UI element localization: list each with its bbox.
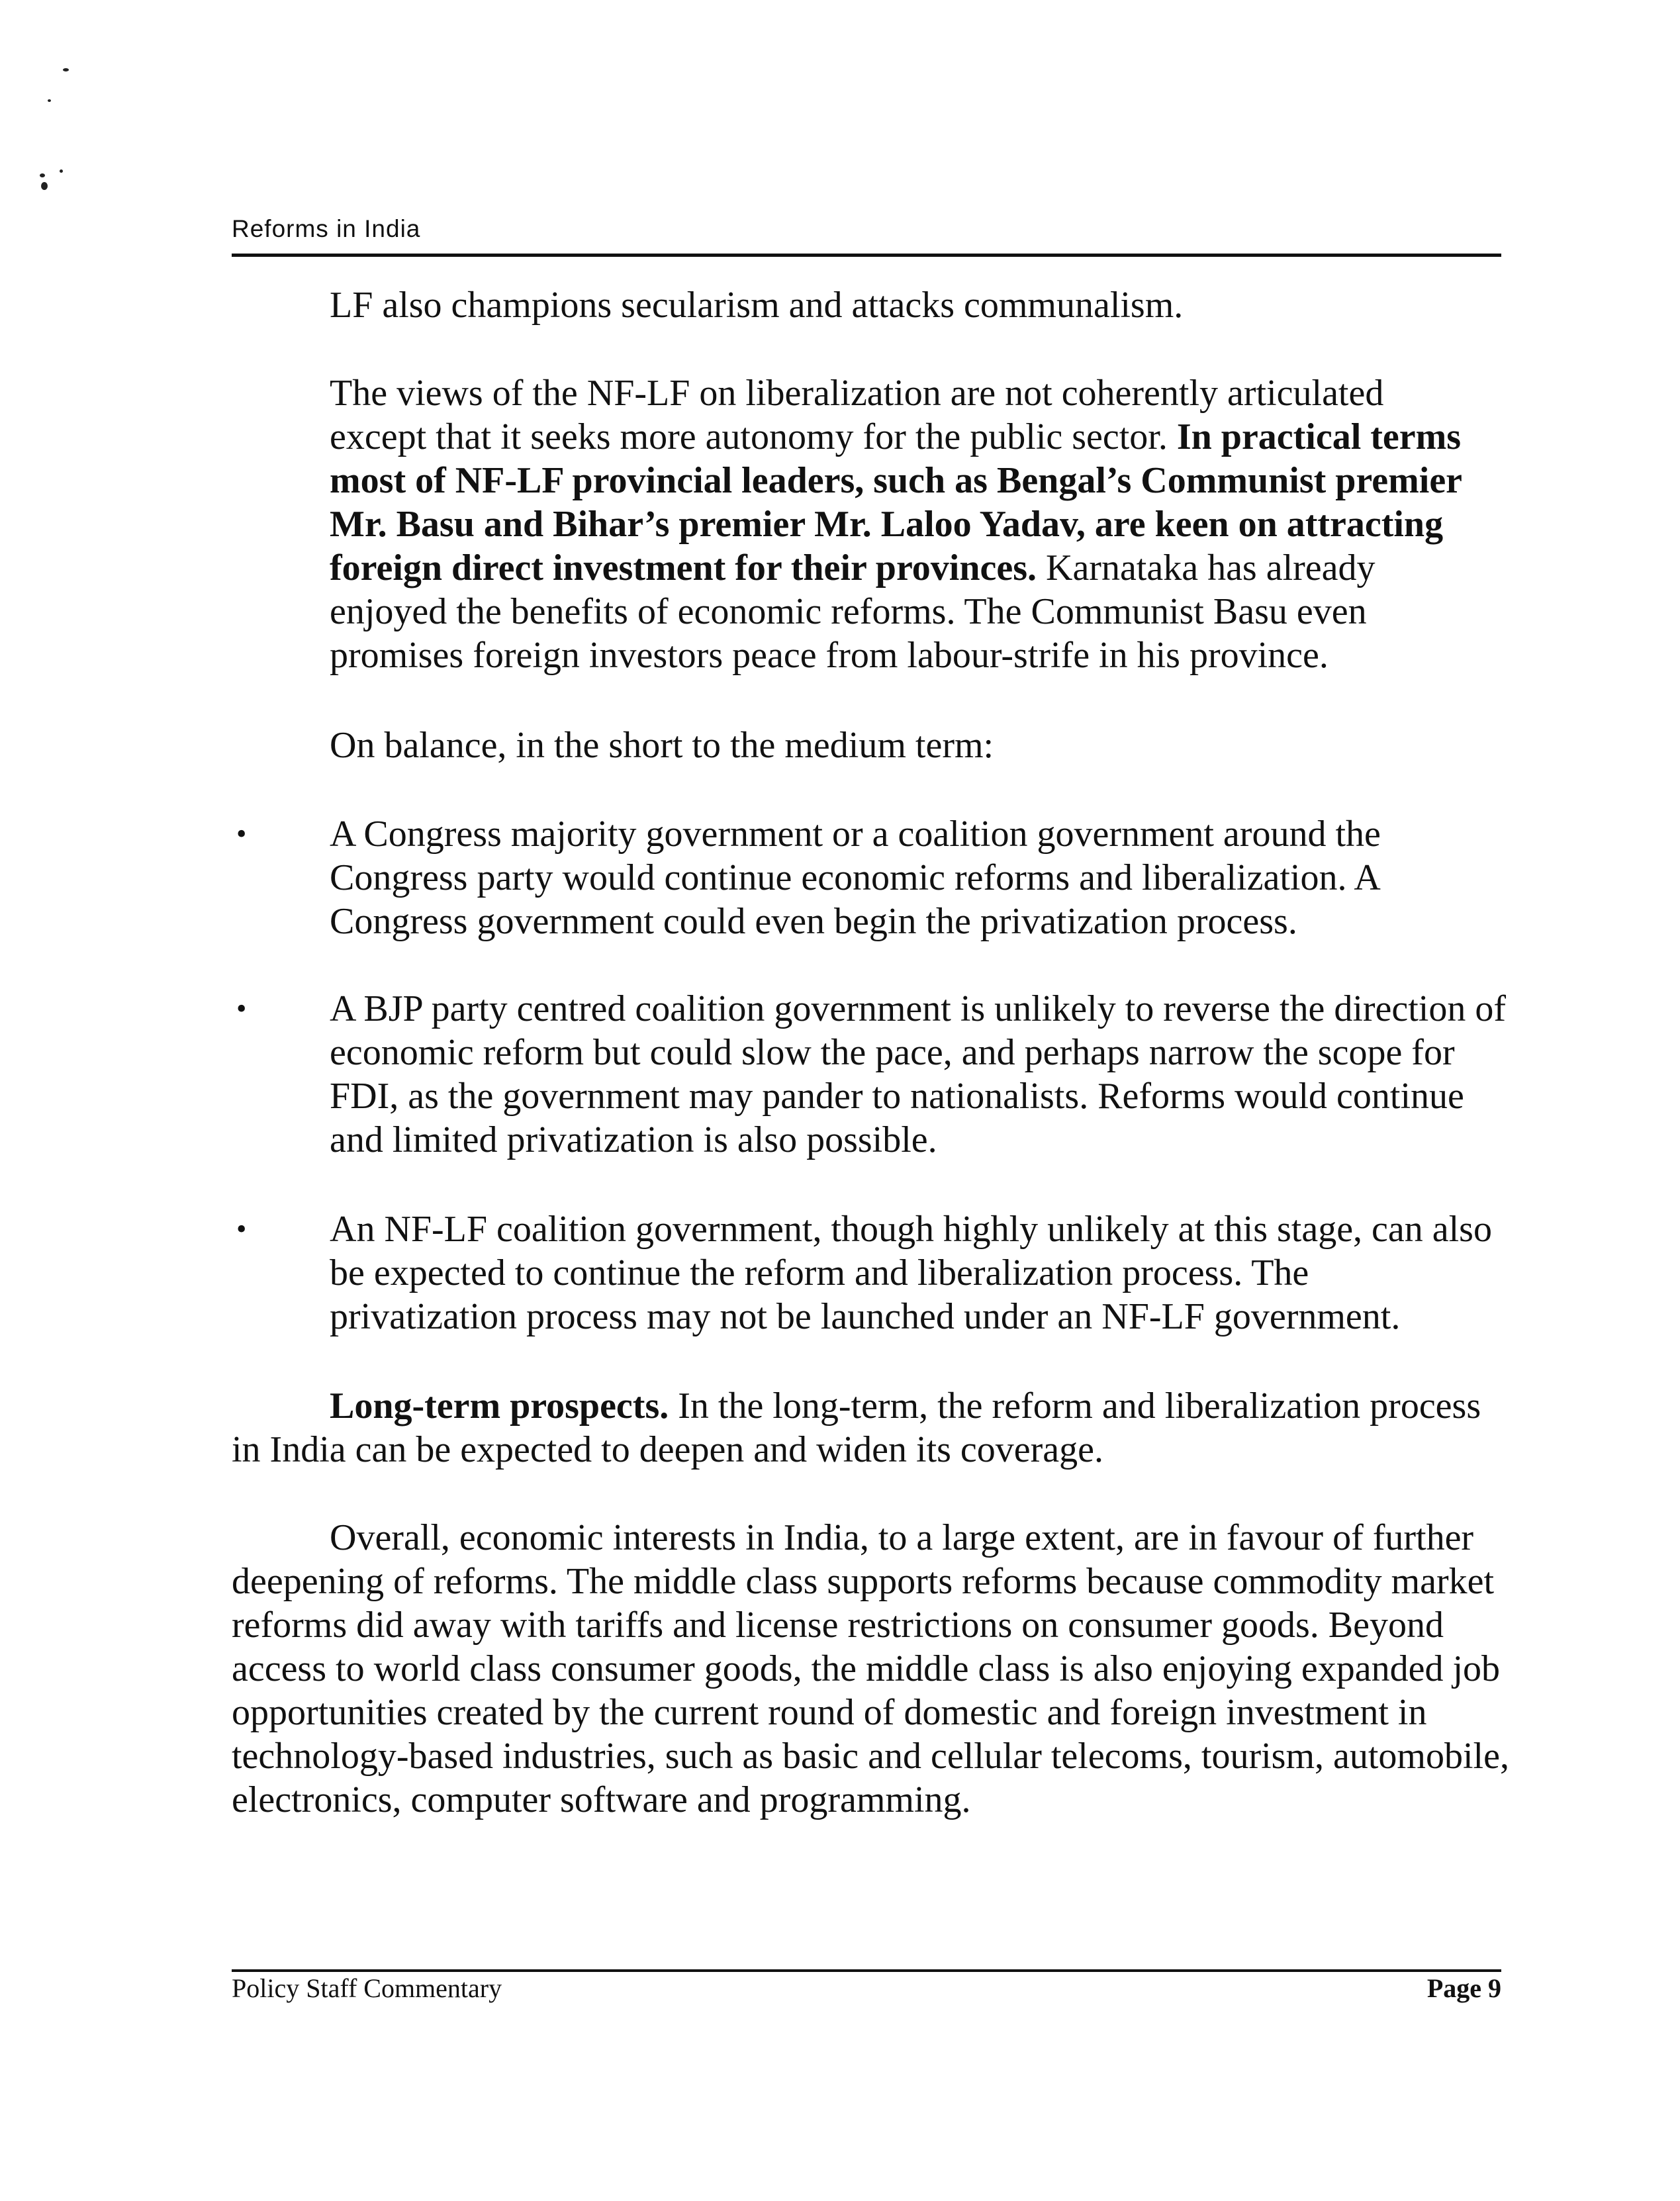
paragraph-nf-lf-views-intro: The views of the NF-LF on liberalization are not coherently articulated except that it seeks more autonomy for the public sector. [330,373,1384,457]
footer-rule [232,1969,1501,1972]
page-number: Page 9 [1426,1973,1501,2003]
bullet-nf-lf: An NF-LF coalition government, though highly unlikely at this stage, can also be expected to continue the reform and liberalization process. The privatization process may not be launched under an NF-LF government. [330,1209,1492,1337]
footer-publication: Policy Staff Commentary [232,1973,502,2003]
bullet-mark: • [236,818,247,850]
paragraph-nf-lf-views [330,371,1481,677]
scan-speck [41,182,48,190]
paragraph-on-balance: On balance, in the short to the medium term: [330,725,994,766]
long-term-text: In the long-term, the reform and liberalization process in India can be expected to deepen and widen its coverage. [232,1385,1481,1470]
paragraph-nf-lf-views-emphasis: In practical terms most of NF-LF provincial leaders, such as Bengal’s Communist premier Mr. Basu and Bihar’s premier Mr. Laloo Yadav, are keen on attracting foreign direct investment for their provinces. [330,416,1462,588]
paragraph-secularism: LF also champions secularism and attacks communalism. [330,285,1184,326]
bullet-congress: A Congress majority government or a coalition government around the Congress party would continue economic reforms and liberalization. A Congress government could even begin the privatization process. [330,814,1381,942]
bullet-mark: • [236,992,247,1025]
paragraph-long-term [232,1384,1489,1472]
scan-speck [40,173,45,177]
bullet-bjp: A BJP party centred coalition government is unlikely to reverse the direction of economic reform but could slow the pace, and perhaps narrow the scope for FDI, as the government may pander to nationalists. Reforms would continue and limited privatization is also possible. [330,988,1507,1160]
bullet-mark: • [236,1213,247,1245]
scan-speck [48,99,51,102]
scan-speck [60,169,63,173]
scan-speck [63,68,69,71]
paragraph-nf-lf-views-end: Karnataka has already enjoyed the benefits of economic reforms. The Communist Basu even promises foreign investors peace from labour-strife in his province. [330,547,1376,676]
long-term-heading: Long-term prospects. [330,1385,669,1427]
header-rule [232,254,1501,257]
running-header: Reforms in India [232,215,421,242]
paragraph-overall: Overall, economic interests in India, to a large extent, are in favour of further deepening of reforms. The middle class supports reforms because commodity market reforms did away with tariffs and license restrictions on consumer goods. Beyond access to world class consumer goods, the middle class is also enjoying expanded job opportunities created by the current round of domestic and foreign investment in technology-based industries, such as basic and cellular telecoms, tourism, automobile, electronics, computer software and programming. [232,1517,1509,1820]
